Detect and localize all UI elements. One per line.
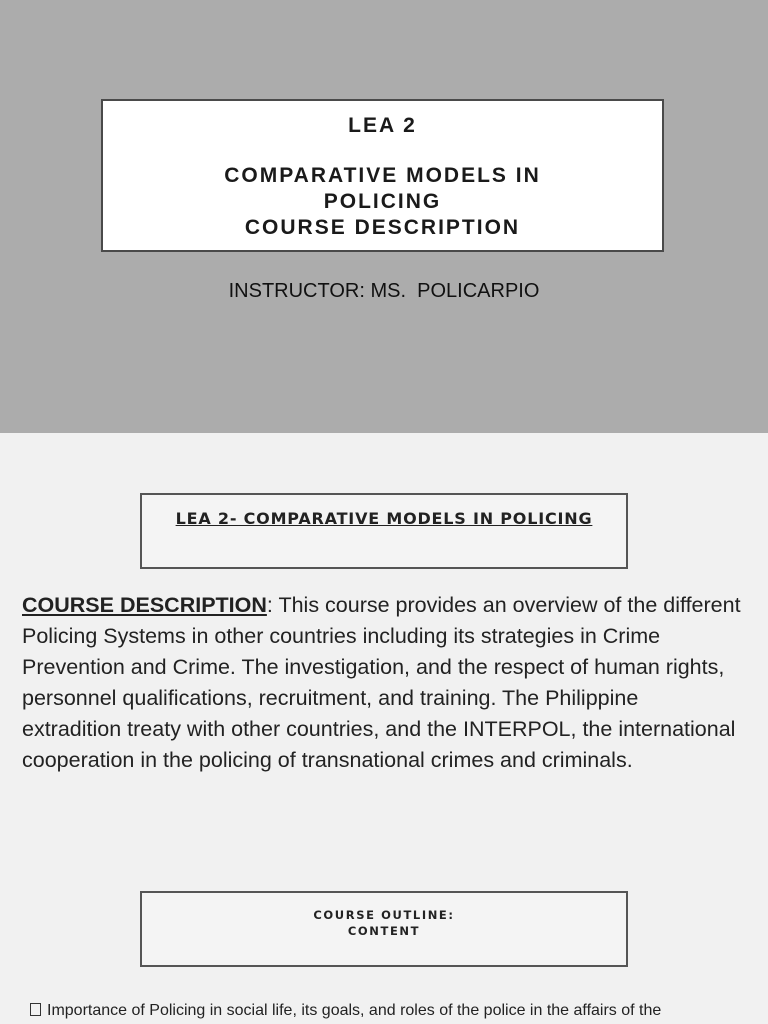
course-description (22, 590, 742, 776)
outline-title: COURSE OUTLINE: (313, 908, 455, 922)
title-line-2: POLICING (323, 190, 442, 213)
course-heading: LEA 2- COMPARATIVE MODELS IN POLICING (175, 509, 593, 528)
bullet-box-icon (30, 1003, 41, 1016)
outline-subtitle: CONTENT (347, 924, 421, 938)
course-title (103, 163, 662, 241)
description-text: : This course provides an overview of the different Policing Systems in other countries including its strategies in Crime Prevention and Crime. The investigation, and the respect of human rights, personnel qualifications, recruitment, and training. The Philippine extradition treaty with other countries, and the INTERPOL, the international cooperation in the policing of transnational crimes and criminals. (22, 593, 741, 772)
course-outline-box (140, 891, 628, 967)
title-line-3: COURSE DESCRIPTION (244, 216, 521, 239)
title-slide (0, 0, 768, 433)
course-code: LEA 2 (348, 114, 417, 137)
instructor-name: INSTRUCTOR: MS. POLICARPIO (228, 280, 540, 302)
title-line-1: COMPARATIVE MODELS IN (224, 164, 541, 187)
description-label: COURSE DESCRIPTION (22, 593, 267, 617)
course-heading-box (140, 493, 628, 569)
bullet-text: Importance of Policing in social life, its goals, and roles of the police in the affairs of the (47, 1002, 662, 1019)
outline-bullet-item (30, 1002, 768, 1020)
description-slide (0, 433, 768, 1024)
title-box (101, 99, 664, 252)
